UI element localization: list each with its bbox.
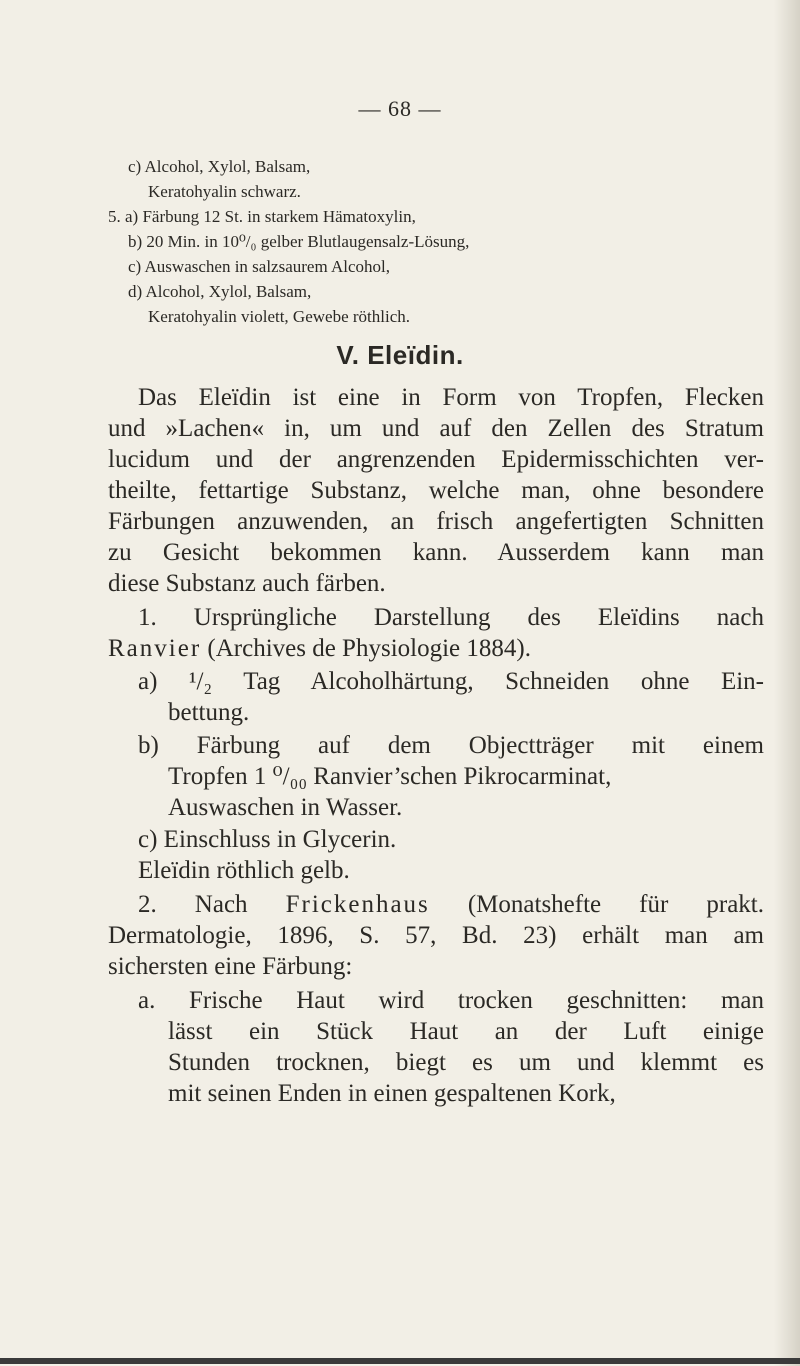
recipe-4-result: Keratohyalin schwarz.: [148, 182, 301, 201]
author-frickenhaus: Frickenhaus: [285, 891, 430, 918]
method-1-step-a-cont: bettung.: [168, 699, 250, 726]
scan-bottom-edge: [0, 1358, 800, 1364]
intro-line: theilte, fettartige Substanz, welche man, ohne besondere: [108, 477, 764, 504]
method-1-step-a: a) ¹/₂ Tag Alcoholhärtung, Schneiden ohne Ein-: [138, 668, 764, 695]
recipe-5-result: Keratohyalin violett, Gewebe röthlich.: [148, 307, 410, 326]
page-number: — 68 —: [358, 96, 442, 121]
method-2-step-a: a. Frische Haut wird trocken geschnitten: man: [138, 987, 764, 1014]
method-2-line: sichersten eine Färbung:: [108, 953, 353, 980]
method-2-line: Dermatologie, 1896, S. 57, Bd. 23) erhält man am: [108, 922, 764, 949]
recipe-5-step-a: 5. a) Färbung 12 St. in starkem Hämatoxylin,: [108, 207, 416, 226]
recipe-4-step-c: c) Alcohol, Xylol, Balsam,: [128, 157, 311, 176]
intro-line: lucidum und der angrenzenden Epidermisschichten ver-: [108, 446, 764, 473]
method-1-citation: [108, 636, 531, 661]
author-ranvier: Ranvier: [108, 635, 202, 662]
method-1-step-b-cont: Tropfen 1 ⁰/₀₀ Ranvier’schen Pikrocarminat,: [168, 763, 612, 790]
intro-line: und »Lachen« in, um und auf den Zellen des Stratum: [108, 415, 764, 442]
intro-line: Färbungen anzuwenden, an frisch angefertigten Schnitten: [108, 508, 764, 535]
method-2-prefix: 2. Nach: [138, 891, 286, 918]
intro-line: zu Gesicht bekommen kann. Ausserdem kann man: [108, 539, 764, 566]
intro-line: diese Substanz auch färben.: [108, 570, 386, 597]
page-edge-shadow: [774, 0, 800, 1366]
recipe-5-step-b: b) 20 Min. in 10⁰/₀ gelber Blutlaugensalz-Lösung,: [128, 232, 470, 251]
method-1-source: (Archives de Physiologie 1884).: [201, 635, 531, 662]
intro-line: Das Eleïdin ist eine in Form von Tropfen, Flecken: [138, 384, 764, 411]
method-1-step-c: c) Einschluss in Glycerin.: [138, 826, 397, 853]
recipe-5-step-c: c) Auswaschen in salzsaurem Alcohol,: [128, 257, 391, 276]
method-1-step-b-cont: Auswaschen in Wasser.: [168, 794, 403, 821]
section-heading: V. Eleïdin.: [336, 340, 464, 370]
method-2-step-a-cont: Stunden trocknen, biegt es um und klemmt es: [168, 1049, 764, 1076]
method-2-title: [138, 892, 764, 917]
method-1-result: Eleïdin röthlich gelb.: [138, 857, 350, 884]
method-2-step-a-cont: mit seinen Enden in einen gespaltenen Kork,: [168, 1080, 616, 1107]
method-1-step-b: b) Färbung auf dem Objectträger mit einem: [138, 732, 764, 759]
method-2-source: (Monatshefte für prakt.: [429, 891, 764, 918]
method-2-step-a-cont: lässt ein Stück Haut an der Luft einige: [168, 1018, 764, 1045]
recipe-5-step-d: d) Alcohol, Xylol, Balsam,: [128, 282, 312, 301]
method-1-title: 1. Ursprüngliche Darstellung des Eleïdins nach: [138, 604, 764, 631]
